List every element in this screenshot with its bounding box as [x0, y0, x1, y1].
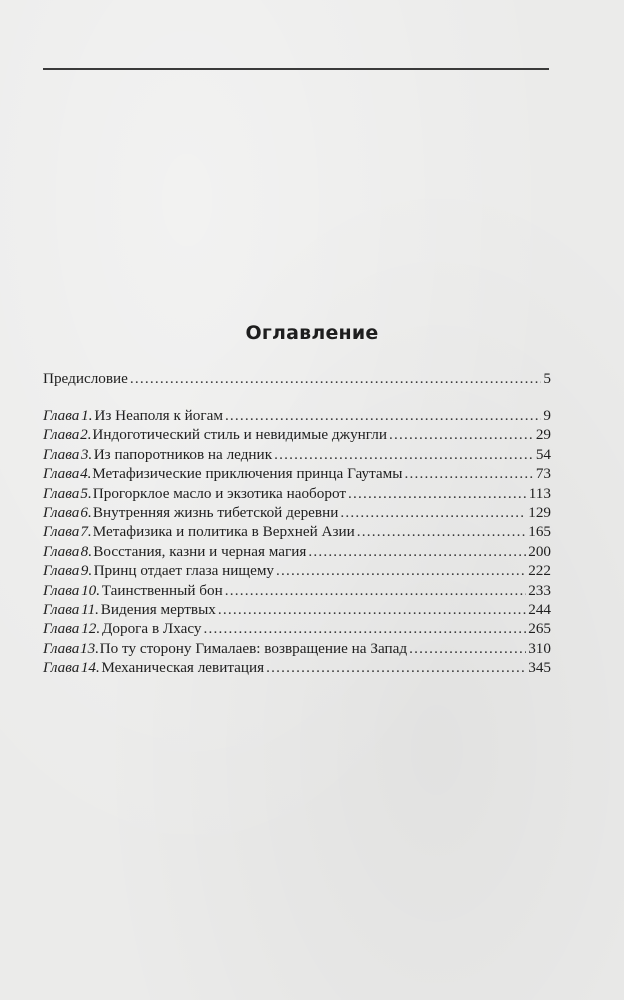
toc-entry-title: По ту сторону Гималаев: возвращение на Запад	[99, 639, 408, 657]
chapter-number: 7.	[80, 523, 92, 541]
toc-entry-title: Видения мертвых	[100, 601, 216, 618]
toc-entry-page: 29	[535, 426, 552, 444]
toc-entry-title: Механическая левитация	[101, 659, 265, 677]
chapter-label: Глава	[43, 523, 80, 541]
chapter-number: 5.	[80, 484, 92, 502]
chapter-number: 9.	[80, 562, 93, 580]
chapter-label: Глава	[43, 407, 80, 424]
toc-entry-page: 73	[535, 465, 551, 483]
chapter-label: Глава	[43, 601, 80, 618]
toc-entry-page: 244	[528, 601, 551, 618]
chapter-label: Глава	[43, 542, 80, 560]
chapter-label: Глава	[43, 484, 80, 502]
toc-entry-page: 113	[528, 484, 551, 502]
leader-dots	[266, 657, 526, 679]
toc-entry-title: Прогорклое масло и экзотика наоборот	[92, 484, 346, 502]
toc-entry-title: Внутренняя жизнь тибетской деревни	[92, 504, 339, 521]
chapter-label: Глава	[43, 465, 80, 483]
chapter-number: 8.	[80, 542, 92, 560]
toc-entry-title: Дорога в Лхасу	[102, 620, 202, 638]
toc-entry-title: Из папоротников на ледник	[93, 445, 273, 463]
toc-entry-page: 265	[528, 620, 551, 638]
chapter-number: 13.	[80, 639, 99, 657]
toc-entry-title: Индоготический стиль и невидимые джунгли	[92, 426, 387, 444]
chapter-number: 14.	[80, 659, 100, 677]
chapter-number: 1.	[81, 407, 93, 424]
toc-entry-page: 200	[528, 542, 552, 560]
chapter-label: Глава	[43, 620, 80, 638]
chapter-number: 11.	[81, 601, 99, 618]
chapter-number: 2.	[80, 426, 92, 444]
chapter-number: 6.	[80, 504, 92, 521]
chapter-label: Глава	[43, 504, 80, 521]
toc-entry-page: 5	[543, 370, 551, 387]
toc-entry-page: 222	[528, 562, 551, 580]
toc-entry-title: Метафизика и политика в Верхней Азии	[92, 523, 355, 541]
toc-entry-title: Предисловие	[43, 370, 128, 387]
chapter-number: 12.	[81, 620, 101, 638]
leader-dots	[130, 368, 541, 390]
toc-entry-title: Принц отдает глаза нищему	[93, 562, 275, 580]
toc-entry-title: Таинственный бон	[101, 581, 223, 599]
toc-entry-page: 310	[528, 639, 551, 657]
toc-entry-page: 165	[528, 523, 552, 541]
toc-entry-page: 129	[528, 504, 552, 521]
toc-entry-title: Восстания, казни и черная магия	[93, 542, 307, 560]
chapter-label: Глава	[43, 659, 80, 677]
chapter-label: Глава	[43, 426, 80, 444]
chapter-number: 4.	[80, 465, 92, 483]
toc-entry-page: 233	[528, 581, 551, 599]
chapter-number: 3.	[80, 445, 93, 463]
toc-entry-page: 345	[528, 659, 551, 677]
toc-entry-title: Из Неаполя к йогам	[94, 407, 223, 424]
toc-title: Оглавление	[245, 322, 379, 344]
toc-entry-preface	[43, 368, 551, 390]
toc-entry-chapter	[43, 657, 551, 679]
toc-entry-title: Метафизические приключения принца Гаутамы	[92, 465, 403, 483]
chapter-number: 10.	[81, 581, 101, 599]
chapter-label: Глава	[43, 639, 80, 657]
header-rule	[43, 68, 549, 70]
chapter-label: Глава	[43, 445, 80, 463]
chapter-label: Глава	[43, 562, 80, 580]
toc-entry-page: 9	[543, 407, 551, 424]
toc-entry-page: 54	[535, 445, 551, 463]
chapter-label: Глава	[43, 581, 80, 599]
